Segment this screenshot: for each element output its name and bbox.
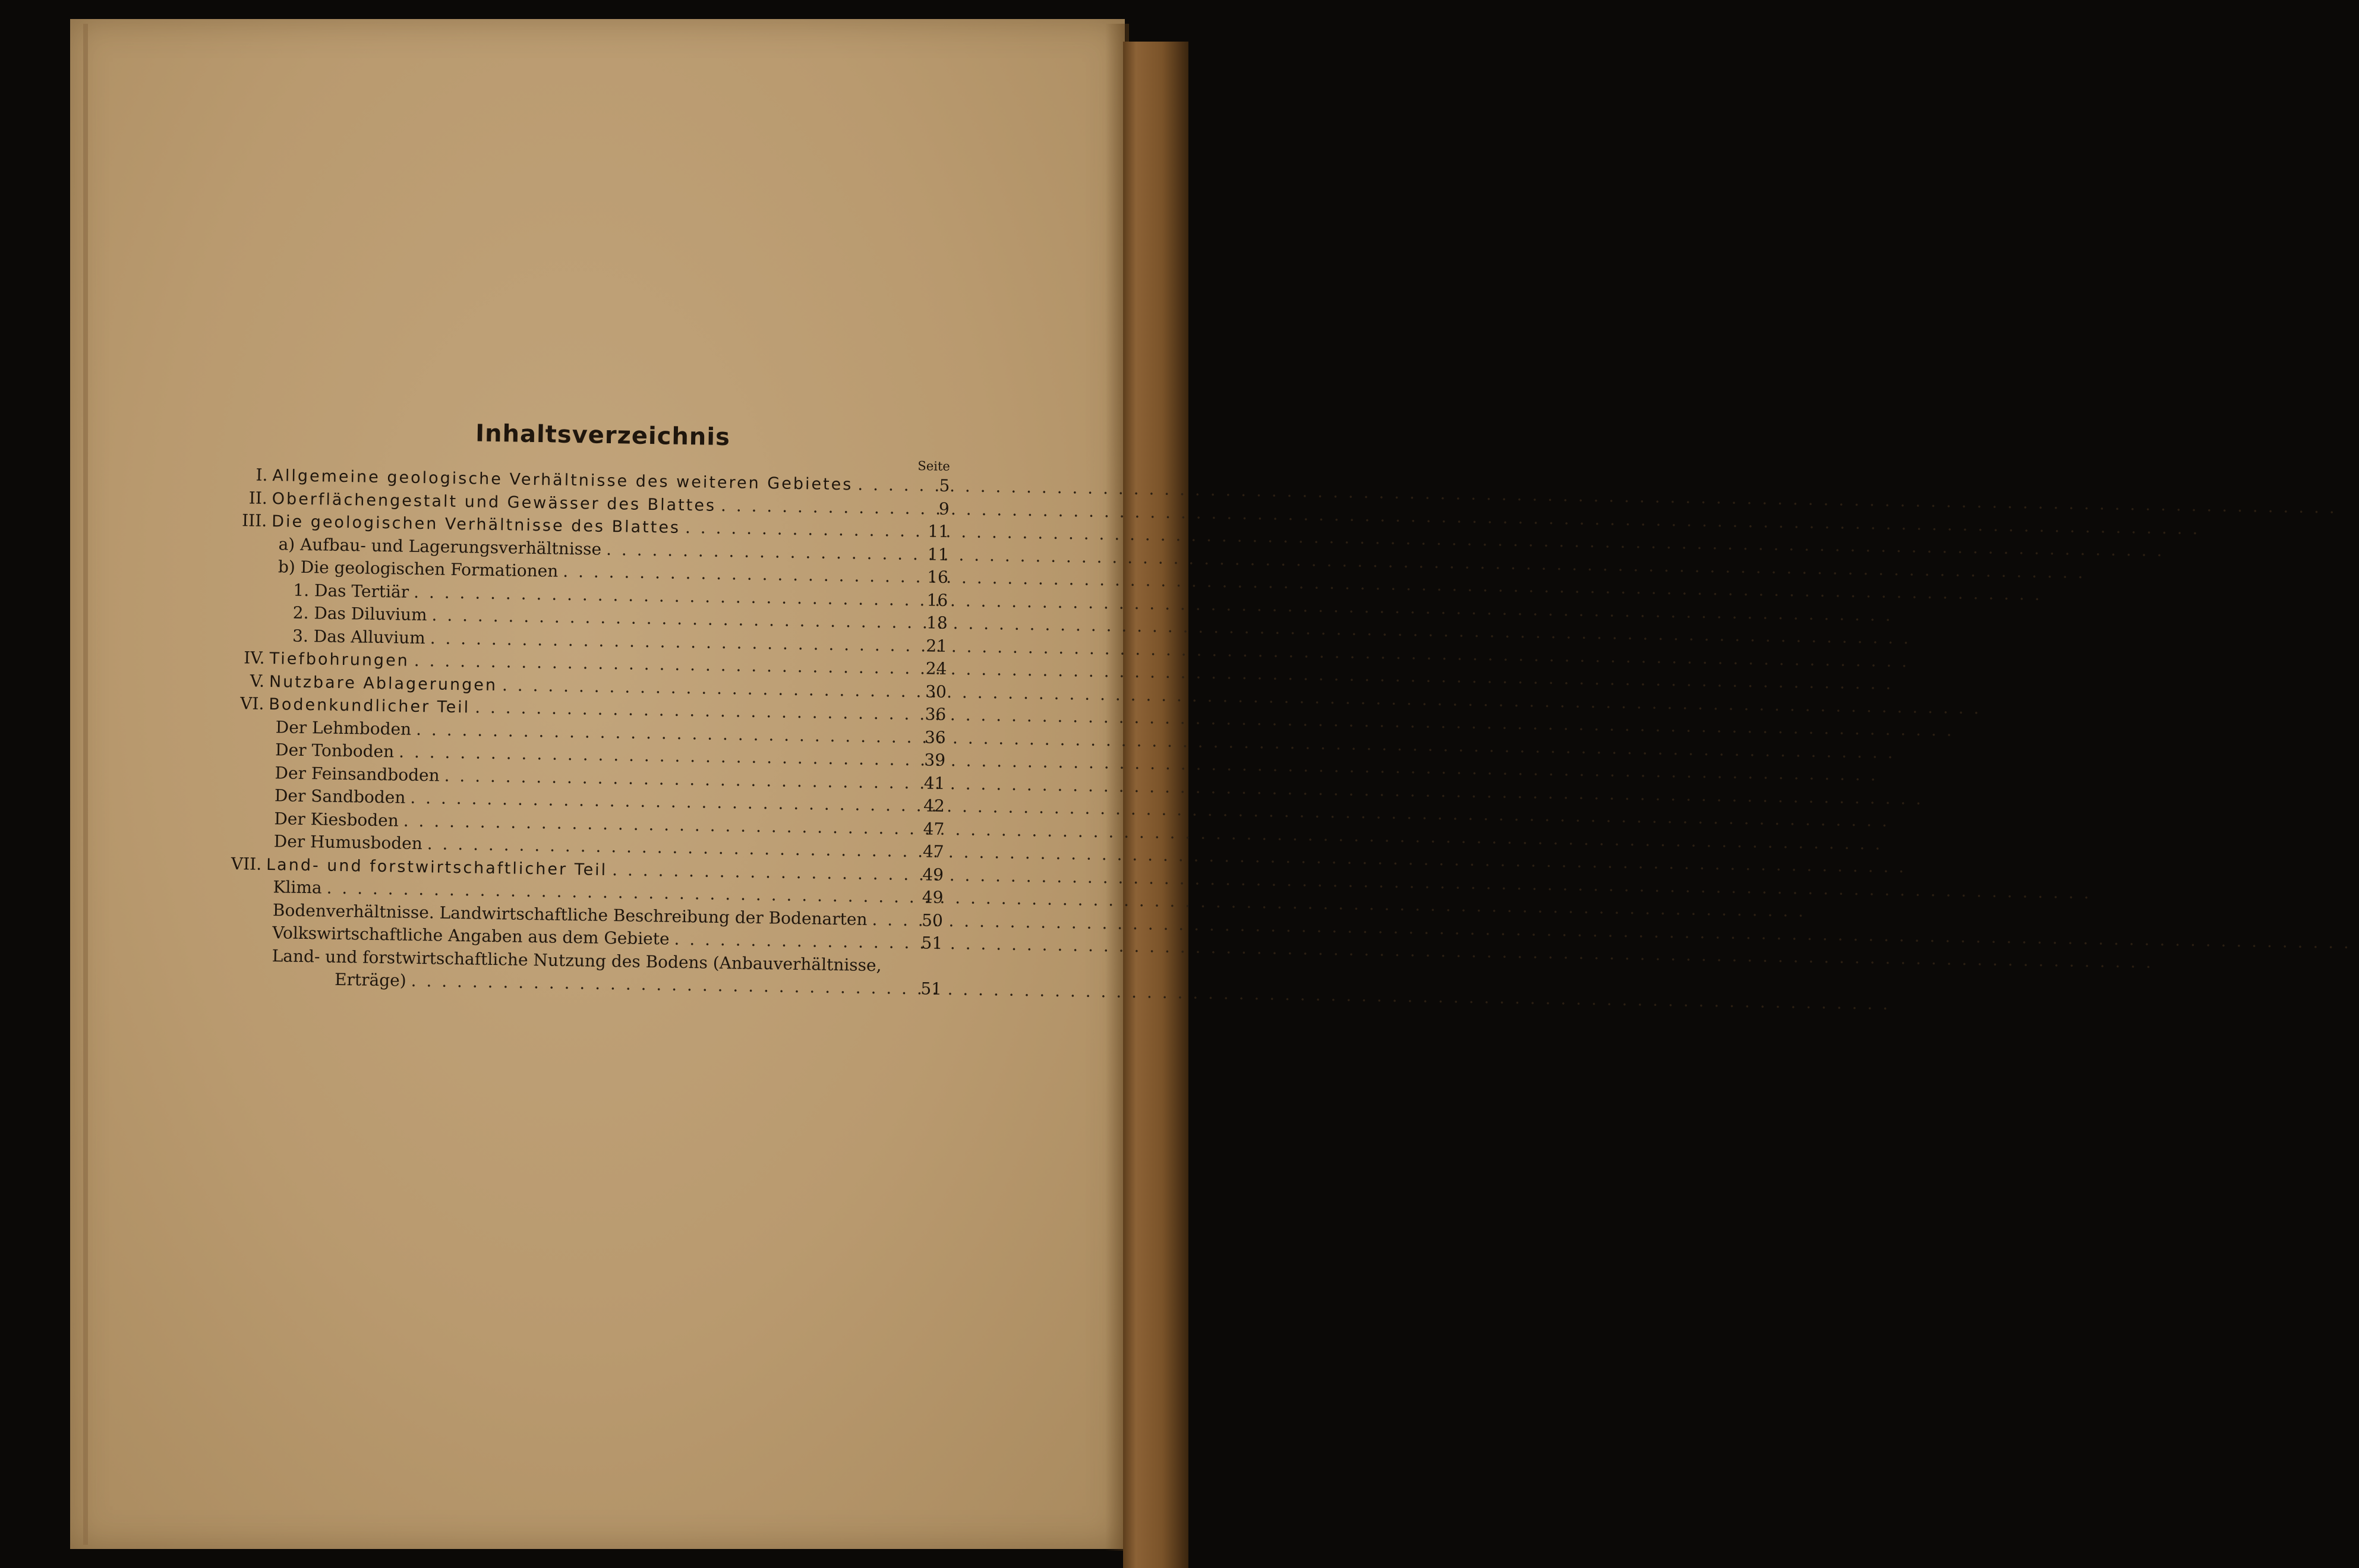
toc-heading: Inhaltsverzeichnis [475, 419, 731, 452]
page-column-label: Seite [917, 459, 951, 474]
entry-title: 1. Das Tertiär [293, 580, 409, 602]
entry-page: 39 [924, 750, 946, 770]
entry-title: Klima [273, 877, 322, 898]
entry-title: Der Tonboden [275, 740, 395, 762]
entry-title: Land- und forstwirtschaftliche Nutzung des Bodens (Anbauverhältnisse, [272, 945, 882, 975]
entry-title: Der Humusboden [273, 831, 423, 854]
table-of-contents [223, 416, 951, 1001]
entry-page: 36 [924, 727, 946, 747]
entry-title: Allgemeine geologische Verhältnisse des weiteren Gebietes [272, 466, 853, 494]
entry-page: 5 [939, 475, 950, 496]
entry-page: 47 [922, 841, 944, 862]
entry-title: Bodenkundlicher Teil [269, 695, 471, 717]
entry-page: 51 [921, 933, 943, 953]
entry-page: 16 [926, 589, 948, 610]
entry-title: a) Aufbau- und Lagerungsverhältnisse [278, 534, 602, 559]
entry-page: 11 [927, 544, 949, 564]
entry-page: 16 [926, 567, 949, 587]
entry-page: 36 [925, 704, 947, 724]
entry-page: 18 [926, 613, 948, 633]
entry-title: 2. Das Diluvium [292, 602, 427, 625]
entry-title: Erträge) [334, 969, 406, 990]
entry-page: 24 [925, 658, 947, 679]
entry-page: 41 [923, 772, 945, 793]
entry-number: II. [248, 487, 268, 508]
entry-title: Die geologischen Verhältnisse des Blattes [271, 512, 681, 537]
entry-title: Der Feinsandboden [275, 762, 440, 785]
entry-title: Bodenverhältnisse. Landwirtschaftliche Beschreibung der Bodenarten [272, 900, 868, 929]
entry-page: 9 [938, 499, 950, 519]
entry-title: Der Kiesboden [274, 808, 399, 830]
entry-number: I. [256, 465, 268, 485]
entry-number: V. [250, 671, 265, 691]
dot-leader [857, 474, 916, 497]
entry-title: Volkswirtschaftliche Angaben aus dem Gebiete [272, 923, 670, 949]
entry-number: IV. [244, 648, 265, 668]
entry-title: 3. Das Alluvium [292, 626, 426, 648]
entry-title: b) Die geologischen Formationen [277, 557, 559, 581]
entry-title: Oberflächengestalt und Gewässer des Blattes [272, 489, 717, 515]
entry-title: Der Sandboden [274, 785, 406, 807]
entry-title: Nutzbare Ablagerungen [269, 672, 498, 695]
entry-page: 42 [923, 796, 945, 816]
entry-title: Land- und forstwirtschaftlicher Teil [266, 855, 608, 879]
entry-number: VI. [239, 693, 264, 714]
dot-leader [674, 928, 908, 954]
entry-page: 47 [923, 818, 945, 839]
entry-page: 51 [920, 979, 942, 999]
entry-page: 49 [922, 887, 944, 907]
entry-title: Der Lehmboden [275, 717, 412, 739]
entry-page: 49 [922, 864, 944, 885]
entry-page: 50 [921, 910, 944, 930]
page-edge [83, 24, 88, 1545]
entry-page: 11 [928, 521, 950, 541]
entry-page: 21 [926, 635, 948, 656]
entry-number: VII. [231, 853, 262, 874]
entry-number: III. [241, 510, 267, 531]
entry-page: 30 [925, 681, 947, 702]
dot-leader [872, 908, 909, 932]
dot-leader [721, 494, 915, 519]
dot-leader [685, 516, 915, 542]
entry-title: Tiefbohrungen [269, 649, 410, 670]
